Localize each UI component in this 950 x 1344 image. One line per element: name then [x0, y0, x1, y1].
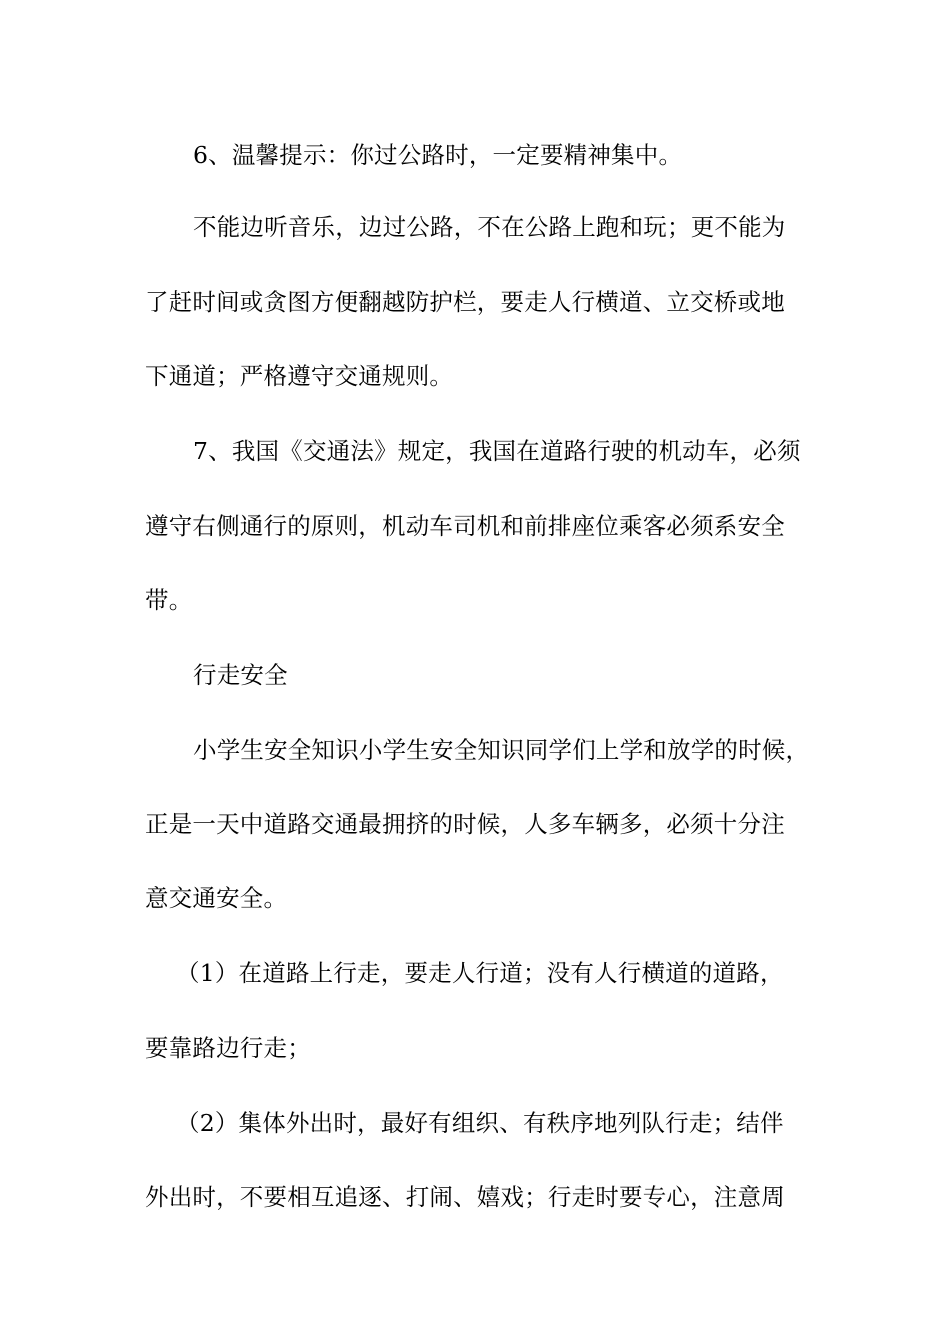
paragraph-3-line-2: 遵守右侧通行的原则，机动车司机和前排座位乘客必须系安全 — [145, 512, 785, 540]
paragraph-1-line-1: 6、温馨提示：你过公路时，一定要精神集中。 — [193, 141, 683, 169]
paragraph-2-line-1: 不能边听音乐，边过公路，不在公路上跑和玩；更不能为 — [193, 213, 786, 241]
section-heading: 行走安全 — [193, 661, 288, 689]
paragraph-3-line-3: 带。 — [145, 586, 193, 614]
paragraph-2-line-2: 了赶时间或贪图方便翻越防护栏，要走人行横道、立交桥或地 — [145, 288, 785, 316]
paragraph-5-line-3: 意交通安全。 — [145, 884, 288, 912]
paragraph-7-line-2: 外出时，不要相互追逐、打闹、嬉戏；行走时要专心，注意周 — [145, 1183, 785, 1211]
paragraph-6-line-2: 要靠路边行走； — [145, 1034, 311, 1062]
paragraph-6-line-1: （1）在道路上行走，要走人行道；没有人行横道的道路， — [176, 959, 784, 987]
paragraph-3-line-1: 7、我国《交通法》规定，我国在道路行驶的机动车，必须 — [193, 437, 801, 465]
paragraph-7-line-1: （2）集体外出时，最好有组织、有秩序地列队行走；结伴 — [176, 1109, 784, 1137]
paragraph-5-line-1: 小学生安全知识小学生安全知识同学们上学和放学的时候， — [193, 736, 810, 764]
paragraph-2-line-3: 下通道；严格遵守交通规则。 — [145, 362, 454, 390]
paragraph-5-line-2: 正是一天中道路交通最拥挤的时候，人多车辆多，必须十分注 — [145, 810, 785, 838]
